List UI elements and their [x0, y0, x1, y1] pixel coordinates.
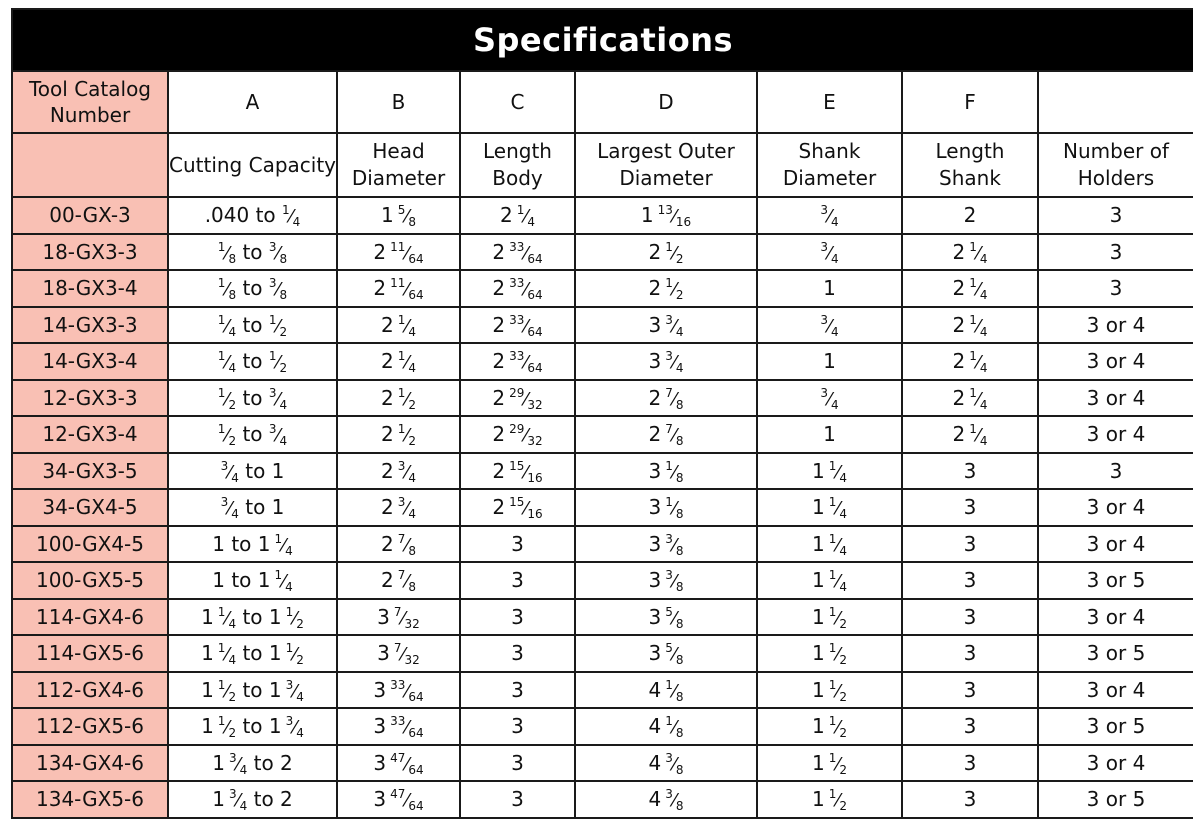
- spec-cell: 1 $^1⁄_2$: [757, 599, 902, 636]
- spec-cell: 3 $^7⁄_{32}$: [337, 599, 460, 636]
- spec-cell: 2 $^{29}⁄_{32}$: [460, 380, 575, 417]
- spec-cell: .040 to $^1⁄_4$: [168, 197, 337, 234]
- table-row: [12, 781, 1193, 818]
- spec-cell: 3: [1038, 453, 1193, 490]
- spec-cell: 2 $^1⁄_4$: [337, 307, 460, 344]
- spec-cell: 3: [902, 635, 1038, 672]
- header-name-row: [12, 133, 1193, 197]
- spec-cell: 3 or 5: [1038, 562, 1193, 599]
- catalog-number-cell: 100-GX5-5: [12, 562, 168, 599]
- spec-cell: 3 $^1⁄_8$: [575, 489, 757, 526]
- spec-cell: 2 $^1⁄_2$: [337, 416, 460, 453]
- spec-cell: 2 $^1⁄_4$: [902, 234, 1038, 271]
- catalog-number-cell: 134-GX5-6: [12, 781, 168, 818]
- header-letter-cell-0: Tool Catalog Number: [12, 71, 168, 133]
- spec-cell: 3: [902, 745, 1038, 782]
- table-body: [12, 197, 1193, 818]
- spec-cell: 3: [460, 745, 575, 782]
- spec-cell: 3 or 5: [1038, 708, 1193, 745]
- spec-cell: 2 $^1⁄_4$: [902, 416, 1038, 453]
- catalog-number-cell: 18-GX3-3: [12, 234, 168, 271]
- spec-cell: 3 or 4: [1038, 526, 1193, 563]
- header-letter-row: [12, 71, 1193, 133]
- spec-cell: 3 $^1⁄_8$: [575, 453, 757, 490]
- spec-cell: 2 $^1⁄_2$: [337, 380, 460, 417]
- spec-cell: 3: [902, 489, 1038, 526]
- catalog-number-cell: 112-GX4-6: [12, 672, 168, 709]
- spec-cell: 1 to 1 $^1⁄_4$: [168, 526, 337, 563]
- table-row: [12, 416, 1193, 453]
- header-name-cell-6: Length Shank: [902, 133, 1038, 197]
- header-letter-cell-1: A: [168, 71, 337, 133]
- spec-cell: 3 or 4: [1038, 307, 1193, 344]
- header-letter-cell-2: B: [337, 71, 460, 133]
- spec-cell: 3 $^{33}⁄_{64}$: [337, 708, 460, 745]
- spec-cell: 2 $^3⁄_4$: [337, 489, 460, 526]
- catalog-number-cell: 18-GX3-4: [12, 270, 168, 307]
- spec-cell: 3: [902, 562, 1038, 599]
- header-letter-cell-4: D: [575, 71, 757, 133]
- spec-cell: 3: [460, 599, 575, 636]
- spec-cell: $^1⁄_2$ to $^3⁄_4$: [168, 380, 337, 417]
- spec-cell: 2 $^{11}⁄_{64}$: [337, 234, 460, 271]
- spec-cell: 2 $^{15}⁄_{16}$: [460, 453, 575, 490]
- spec-cell: 3 $^3⁄_4$: [575, 343, 757, 380]
- spec-cell: 3 $^3⁄_4$: [575, 307, 757, 344]
- table-row: [12, 708, 1193, 745]
- spec-cell: 2 $^{15}⁄_{16}$: [460, 489, 575, 526]
- spec-cell: 1 $^1⁄_2$: [757, 635, 902, 672]
- spec-cell: 3: [1038, 270, 1193, 307]
- table-title: Specifications: [12, 9, 1193, 71]
- spec-cell: 3: [902, 599, 1038, 636]
- spec-cell: 3 $^{47}⁄_{64}$: [337, 745, 460, 782]
- spec-cell: 2 $^1⁄_2$: [575, 234, 757, 271]
- specifications-table-container: [11, 8, 1193, 819]
- spec-cell: 3: [460, 635, 575, 672]
- spec-cell: $^1⁄_2$ to $^3⁄_4$: [168, 416, 337, 453]
- spec-cell: 3: [902, 781, 1038, 818]
- spec-cell: 3 $^3⁄_8$: [575, 562, 757, 599]
- catalog-number-cell: 12-GX3-4: [12, 416, 168, 453]
- spec-cell: 2: [902, 197, 1038, 234]
- catalog-number-cell: 114-GX4-6: [12, 599, 168, 636]
- spec-cell: 1 to 1 $^1⁄_4$: [168, 562, 337, 599]
- spec-cell: 3 or 4: [1038, 380, 1193, 417]
- spec-cell: 3: [460, 781, 575, 818]
- header-name-cell-2: Head Diameter: [337, 133, 460, 197]
- spec-cell: 3 $^5⁄_8$: [575, 599, 757, 636]
- spec-cell: 1 $^1⁄_4$ to 1 $^1⁄_2$: [168, 599, 337, 636]
- header-name-cell-4: Largest Outer Diameter: [575, 133, 757, 197]
- spec-cell: 2 $^7⁄_8$: [337, 562, 460, 599]
- spec-cell: 3: [460, 672, 575, 709]
- table-row: [12, 234, 1193, 271]
- spec-cell: 4 $^1⁄_8$: [575, 672, 757, 709]
- spec-cell: 2 $^{33}⁄_{64}$: [460, 343, 575, 380]
- spec-cell: 2 $^{33}⁄_{64}$: [460, 234, 575, 271]
- spec-cell: 2 $^7⁄_8$: [337, 526, 460, 563]
- spec-cell: 2 $^3⁄_4$: [337, 453, 460, 490]
- header-letter-cell-7: [1038, 71, 1193, 133]
- spec-cell: 3 $^5⁄_8$: [575, 635, 757, 672]
- spec-cell: 3: [1038, 197, 1193, 234]
- spec-cell: 2 $^7⁄_8$: [575, 416, 757, 453]
- spec-cell: 3: [460, 562, 575, 599]
- spec-cell: 3 $^{33}⁄_{64}$: [337, 672, 460, 709]
- catalog-number-cell: 14-GX3-4: [12, 343, 168, 380]
- spec-cell: 2 $^{29}⁄_{32}$: [460, 416, 575, 453]
- specifications-table: [11, 8, 1193, 819]
- catalog-number-cell: 00-GX-3: [12, 197, 168, 234]
- spec-cell: 3: [1038, 234, 1193, 271]
- spec-cell: 3: [902, 672, 1038, 709]
- table-row: [12, 197, 1193, 234]
- spec-cell: 1 $^1⁄_2$: [757, 708, 902, 745]
- spec-cell: 3 or 4: [1038, 745, 1193, 782]
- header-letter-cell-5: E: [757, 71, 902, 133]
- spec-cell: 2 $^1⁄_4$: [902, 270, 1038, 307]
- catalog-number-cell: 34-GX4-5: [12, 489, 168, 526]
- table-row: [12, 526, 1193, 563]
- spec-cell: 1 $^1⁄_2$: [757, 745, 902, 782]
- spec-cell: 1 $^1⁄_2$: [757, 672, 902, 709]
- spec-cell: $^1⁄_4$ to $^1⁄_2$: [168, 343, 337, 380]
- header-name-cell-3: Length Body: [460, 133, 575, 197]
- catalog-number-cell: 134-GX4-6: [12, 745, 168, 782]
- spec-cell: $^1⁄_8$ to $^3⁄_8$: [168, 270, 337, 307]
- header-letter-cell-3: C: [460, 71, 575, 133]
- spec-cell: 2 $^1⁄_4$: [460, 197, 575, 234]
- spec-cell: 3 or 4: [1038, 672, 1193, 709]
- spec-cell: 3 or 5: [1038, 635, 1193, 672]
- spec-cell: $^3⁄_4$ to 1: [168, 453, 337, 490]
- spec-cell: 4 $^3⁄_8$: [575, 745, 757, 782]
- spec-cell: 3: [460, 526, 575, 563]
- spec-cell: 3 $^7⁄_{32}$: [337, 635, 460, 672]
- catalog-number-cell: 100-GX4-5: [12, 526, 168, 563]
- table-row: [12, 562, 1193, 599]
- spec-cell: $^3⁄_4$: [757, 197, 902, 234]
- spec-cell: 1: [757, 343, 902, 380]
- spec-cell: 1: [757, 270, 902, 307]
- catalog-number-cell: 14-GX3-3: [12, 307, 168, 344]
- spec-cell: 3 or 4: [1038, 599, 1193, 636]
- spec-cell: 2 $^1⁄_4$: [902, 307, 1038, 344]
- catalog-number-cell: 34-GX3-5: [12, 453, 168, 490]
- header-name-cell-0: [12, 133, 168, 197]
- spec-cell: 3 or 5: [1038, 781, 1193, 818]
- table-row: [12, 599, 1193, 636]
- spec-cell: 3: [902, 708, 1038, 745]
- catalog-number-cell: 12-GX3-3: [12, 380, 168, 417]
- spec-cell: 2 $^{33}⁄_{64}$: [460, 270, 575, 307]
- spec-cell: 1 $^1⁄_4$ to 1 $^1⁄_2$: [168, 635, 337, 672]
- spec-cell: 2 $^1⁄_4$: [337, 343, 460, 380]
- header-letter-cell-6: F: [902, 71, 1038, 133]
- catalog-number-cell: 112-GX5-6: [12, 708, 168, 745]
- catalog-number-cell: 114-GX5-6: [12, 635, 168, 672]
- spec-cell: 1 $^{13}⁄_{16}$: [575, 197, 757, 234]
- table-row: [12, 489, 1193, 526]
- spec-cell: 3 $^3⁄_8$: [575, 526, 757, 563]
- spec-cell: $^3⁄_4$: [757, 234, 902, 271]
- spec-cell: 2 $^1⁄_4$: [902, 343, 1038, 380]
- header-name-cell-1: Cutting Capacity: [168, 133, 337, 197]
- spec-cell: 1: [757, 416, 902, 453]
- spec-cell: 2 $^7⁄_8$: [575, 380, 757, 417]
- spec-cell: 2 $^1⁄_4$: [902, 380, 1038, 417]
- spec-cell: 3 or 4: [1038, 416, 1193, 453]
- spec-cell: 1 $^1⁄_2$: [757, 781, 902, 818]
- spec-cell: 2 $^{33}⁄_{64}$: [460, 307, 575, 344]
- spec-cell: 1 $^1⁄_4$: [757, 489, 902, 526]
- spec-cell: $^1⁄_8$ to $^3⁄_8$: [168, 234, 337, 271]
- spec-cell: 3: [902, 526, 1038, 563]
- spec-cell: 3 or 4: [1038, 343, 1193, 380]
- spec-cell: 1 $^3⁄_4$ to 2: [168, 781, 337, 818]
- table-row: [12, 453, 1193, 490]
- spec-cell: 1 $^5⁄_8$: [337, 197, 460, 234]
- spec-cell: 3: [902, 453, 1038, 490]
- table-row: [12, 380, 1193, 417]
- spec-cell: 3: [460, 708, 575, 745]
- header-name-cell-5: Shank Diameter: [757, 133, 902, 197]
- table-row: [12, 343, 1193, 380]
- spec-cell: 2 $^1⁄_2$: [575, 270, 757, 307]
- spec-cell: 2 $^{11}⁄_{64}$: [337, 270, 460, 307]
- spec-cell: $^3⁄_4$: [757, 380, 902, 417]
- spec-cell: 1 $^1⁄_4$: [757, 526, 902, 563]
- table-row: [12, 745, 1193, 782]
- spec-cell: 1 $^1⁄_2$ to 1 $^3⁄_4$: [168, 672, 337, 709]
- spec-cell: 3 or 4: [1038, 489, 1193, 526]
- spec-cell: $^3⁄_4$ to 1: [168, 489, 337, 526]
- spec-cell: 1 $^1⁄_2$ to 1 $^3⁄_4$: [168, 708, 337, 745]
- table-row: [12, 307, 1193, 344]
- table-row: [12, 270, 1193, 307]
- spec-cell: 4 $^3⁄_8$: [575, 781, 757, 818]
- spec-cell: 4 $^1⁄_8$: [575, 708, 757, 745]
- spec-cell: $^1⁄_4$ to $^1⁄_2$: [168, 307, 337, 344]
- spec-cell: 1 $^1⁄_4$: [757, 562, 902, 599]
- spec-cell: $^3⁄_4$: [757, 307, 902, 344]
- spec-cell: 1 $^1⁄_4$: [757, 453, 902, 490]
- table-row: [12, 635, 1193, 672]
- spec-cell: 3 $^{47}⁄_{64}$: [337, 781, 460, 818]
- table-row: [12, 672, 1193, 709]
- header-name-cell-7: Number of Holders: [1038, 133, 1193, 197]
- spec-cell: 1 $^3⁄_4$ to 2: [168, 745, 337, 782]
